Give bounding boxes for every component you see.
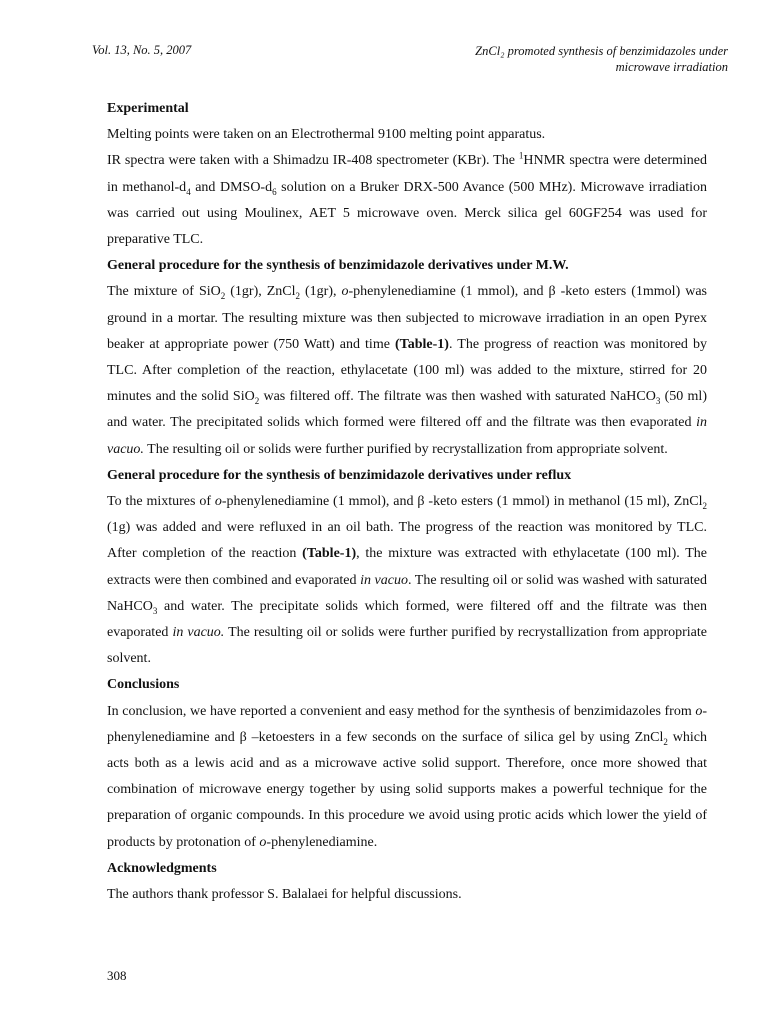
acknowledgments-heading: Acknowledgments xyxy=(107,860,217,876)
running-header-title-line2: microwave irradiation xyxy=(615,60,728,74)
page-number: 308 xyxy=(107,968,127,983)
experimental-paragraph-1: Melting points were taken on an Electrothermal 9100 melting point apparatus. xyxy=(107,127,546,143)
mw-procedure-paragraph: The mixture of SiO$_2$ (1gr), ZnCl$_2$ (1gr), o-phenylenediamine (1 mmol), and β -keto esters (1mmol) was ground in a mortar. The resulting mixture was then subjected to microwave irradiation in an open Pyrex beaker at appropriate power (750 Watt) and time (Table-1). The progress of reaction was monitored by TLC. After completion of the reaction, ethylacetate (100 ml) was added to the mixture, stirred for 20 minutes and the solid SiO$_2$ was filtered off. The filtrate was then washed with saturated NaHCO$_3$ (50 ml) and water. The precipitated solids which formed were filtered off and the filtrate was then evaporated in vacuo. The resulting oil or solids were further purified by recrystallization from appropriate solvent. xyxy=(107,284,707,457)
conclusions-heading: Conclusions xyxy=(107,677,180,693)
article-body xyxy=(107,96,707,908)
reflux-procedure-heading: General procedure for the synthesis of benzimidazole derivatives under reflux xyxy=(107,467,572,483)
conclusions-paragraph: In conclusion, we have reported a convenient and easy method for the synthesis of benzimidazoles from o-phenylenediamine and β –ketoesters in a few seconds on the surface of silica gel by using ZnCl$_2$ which acts both as a lewis acid and as a microwave active solid support. Therefore, once more showed that combination of microwave energy together by using solid supports makes a powerful technique for the preparation of organic compounds. In this procedure we avoid using protic acids which lower the yield of products by protonation of o-phenylenediamine. xyxy=(107,703,708,850)
running-header-title xyxy=(368,43,728,75)
mw-procedure-heading: General procedure for the synthesis of benzimidazole derivatives under M.W. xyxy=(107,258,569,274)
running-header-title-line1: ZnCl₂ promoted synthesis of benzimidazoles under xyxy=(475,44,728,58)
experimental-heading: Experimental xyxy=(107,101,189,116)
running-header-journal: Vol. 13, No. 5, 2007 xyxy=(92,43,192,57)
acknowledgments-paragraph: The authors thank professor S. Balalaei for helpful discussions. xyxy=(107,887,462,903)
experimental-paragraph-2: IR spectra were taken with a Shimadzu IR-408 spectrometer (KBr). The $^1$HNMR spectra were determined in methanol-$d_4$ and DMSO-$d_6$ solution on a Bruker DRX-500 Avance (500 MHz). Microwave irradiation was carried out using Moulinex, AET 5 microwave oven. Merck silica gel 60GF254 was used for preparative TLC. xyxy=(107,150,707,248)
reflux-procedure-paragraph: To the mixtures of o-phenylenediamine (1 mmol), and β -keto esters (1 mmol) in methanol (15 ml), ZnCl$_2$ (1g) was added and were refluxed in an oil bath. The progress of the reaction was monitored by TLC. After completion of the reaction (Table-1), the mixture was extracted with ethylacetate (100 ml). The extracts were then combined and evaporated in vacuo. The resulting oil or solid was washed with saturated NaHCO$_3$ and water. The precipitate solids which formed, were filtered off and the filtrate was then evaporated in vacuo. The resulting oil or solids were further purified by recrystallization from appropriate solvent. xyxy=(107,494,707,667)
